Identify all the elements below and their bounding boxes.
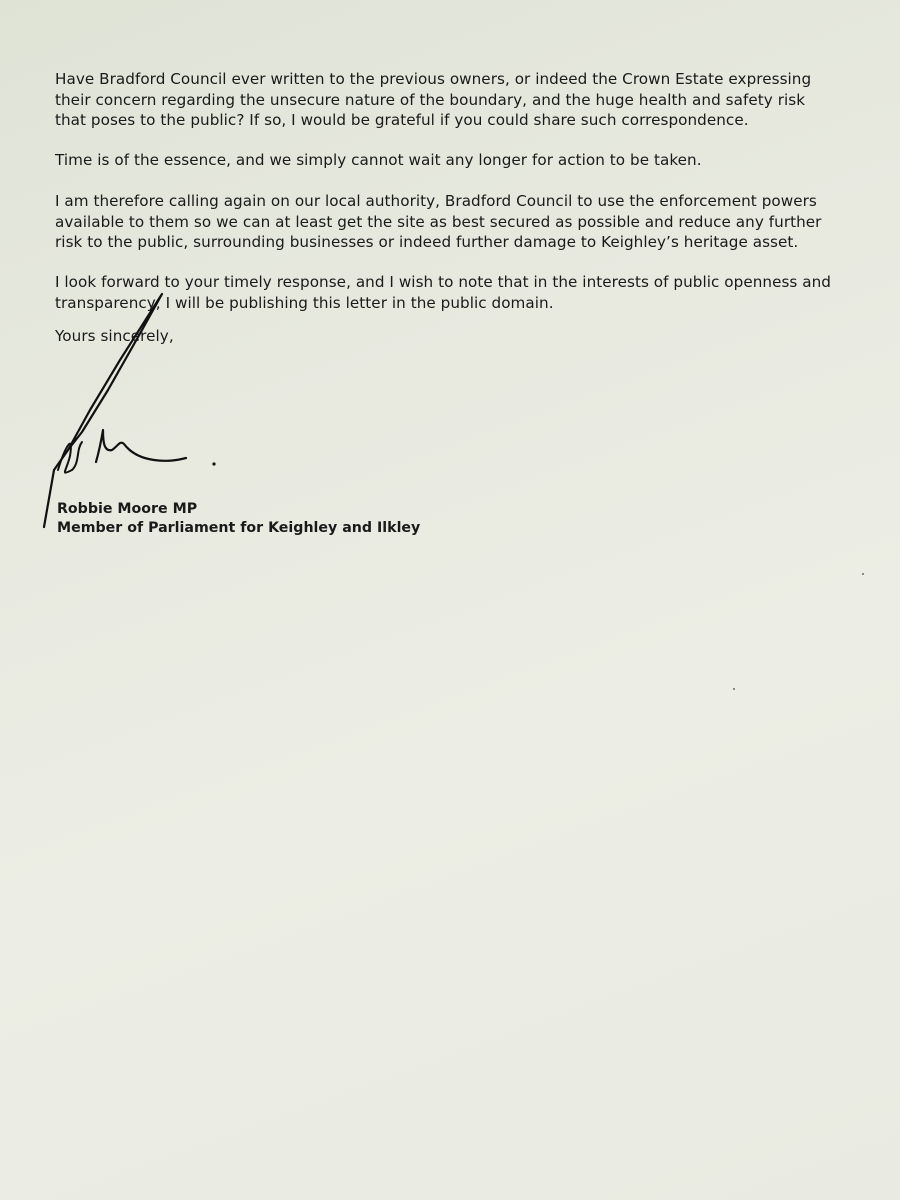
paragraph-closing-note: I look forward to your timely response, and I wish to note that in the interests of public openness and transparency, I will be publishing this letter in the public domain. [55,273,831,312]
paragraph-enforcement-call: I am therefore calling again on our local authority, Bradford Council to use the enforcement powers available to them so we can at least get the site as best secured as possible and reduce any further risk to the public, surrounding businesses or indeed further damage to Keighley’s heritage asset. [55,192,822,251]
signature-flourish [96,430,186,462]
signature-dot [212,462,215,465]
signature-initial-loop [58,442,82,473]
signatory-role: Member of Parliament for Keighley and Ilkley [57,520,421,536]
paragraph-correspondence-question: Have Bradford Council ever written to the previous owners, or indeed the Crown Estate expressing their concern regarding the unsecure nature of the boundary, and the huge health and safety risk that poses to the public? If so, I would be grateful if you could share such correspondence. [55,70,812,129]
paragraph-urgency: Time is of the essence, and we simply cannot wait any longer for action to be taken. [55,151,702,169]
signature-long-stroke [44,294,162,527]
paper-speck [862,573,864,575]
closing-salutation: Yours sincerely, [55,327,174,345]
signatory-name: Robbie Moore MP [57,501,198,517]
paper-speck [733,688,735,690]
